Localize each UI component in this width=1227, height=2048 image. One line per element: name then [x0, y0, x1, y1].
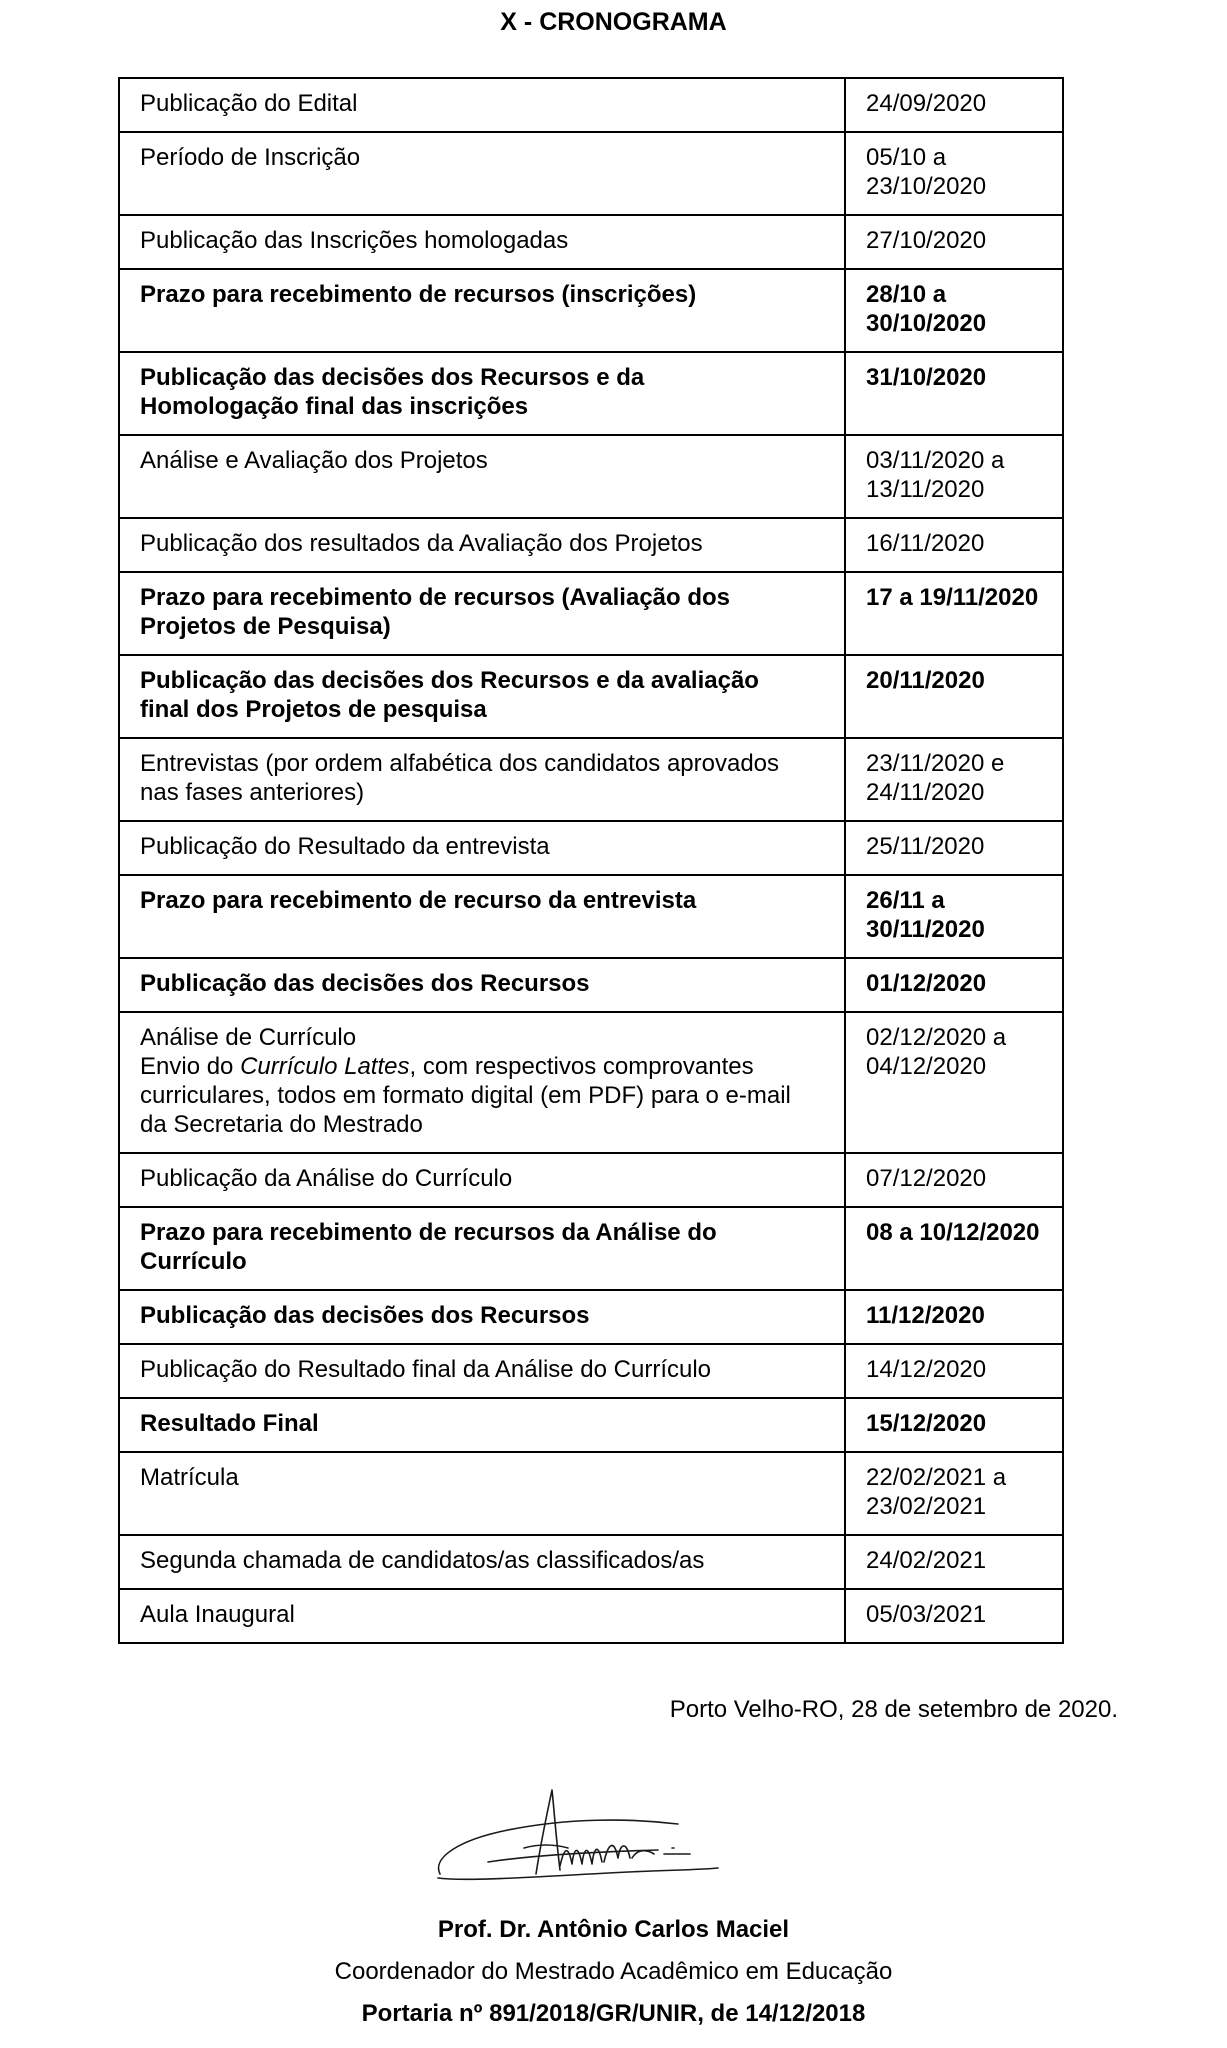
- event-cell: Aula Inaugural: [119, 1589, 845, 1643]
- schedule-row: [119, 821, 1063, 875]
- event-cell: Resultado Final: [119, 1398, 845, 1452]
- schedule-row: [119, 1589, 1063, 1643]
- schedule-row: [119, 738, 1063, 821]
- event-cell: Publicação dos resultados da Avaliação dos Projetos: [119, 518, 845, 572]
- schedule-row: [119, 1452, 1063, 1535]
- date-cell: 25/11/2020: [845, 821, 1063, 875]
- place-date: Porto Velho-RO, 28 de setembro de 2020.: [669, 1696, 1118, 1723]
- date-cell: 24/09/2020: [845, 78, 1063, 132]
- schedule-row: [119, 132, 1063, 215]
- date-cell: 16/11/2020: [845, 518, 1063, 572]
- event-cell: Publicação das decisões dos Recursos: [119, 1290, 845, 1344]
- date-cell: 24/02/2021: [845, 1535, 1063, 1589]
- schedule-row: [119, 352, 1063, 435]
- event-line: Análise de Currículo: [140, 1024, 357, 1051]
- date-cell: 26/11 a 30/11/2020: [845, 875, 1063, 958]
- event-cell: Publicação das decisões dos Recursos: [119, 958, 845, 1012]
- event-cell: Publicação da Análise do Currículo: [119, 1153, 845, 1207]
- event-text: , com respectivos comprovantes curriculares, todos em formato digital (em PDF) para o e-mail da Secretaria do Mestrado: [140, 1053, 791, 1138]
- schedule-row: [119, 1207, 1063, 1290]
- date-cell: 02/12/2020 a 04/12/2020: [845, 1012, 1063, 1153]
- date-cell: 27/10/2020: [845, 215, 1063, 269]
- date-cell: 17 a 19/11/2020: [845, 572, 1063, 655]
- date-cell: 05/10 a 23/10/2020: [845, 132, 1063, 215]
- schedule-table: [118, 77, 1064, 1644]
- event-cell: [119, 1012, 845, 1153]
- page-title: X - CRONOGRAMA: [500, 8, 727, 36]
- event-cell: Publicação das decisões dos Recursos e da Homologação final das inscrições: [119, 352, 845, 435]
- date-cell: 03/11/2020 a 13/11/2020: [845, 435, 1063, 518]
- date-cell: 31/10/2020: [845, 352, 1063, 435]
- schedule-row: [119, 215, 1063, 269]
- event-cell: Prazo para recebimento de recurso da entrevista: [119, 875, 845, 958]
- schedule-row: [119, 78, 1063, 132]
- schedule-row: [119, 1153, 1063, 1207]
- schedule-row: [119, 1290, 1063, 1344]
- schedule-row: [119, 435, 1063, 518]
- schedule-row: [119, 958, 1063, 1012]
- event-cell: Publicação do Resultado final da Análise do Currículo: [119, 1344, 845, 1398]
- date-cell: 15/12/2020: [845, 1398, 1063, 1452]
- date-cell: 07/12/2020: [845, 1153, 1063, 1207]
- date-cell: 05/03/2021: [845, 1589, 1063, 1643]
- date-cell: 01/12/2020: [845, 958, 1063, 1012]
- signatory-name: Prof. Dr. Antônio Carlos Maciel: [437, 1916, 790, 1943]
- schedule-row: [119, 518, 1063, 572]
- event-cell: Prazo para recebimento de recursos (Avaliação dos Projetos de Pesquisa): [119, 572, 845, 655]
- date-cell: 22/02/2021 a 23/02/2021: [845, 1452, 1063, 1535]
- event-cell: Publicação das Inscrições homologadas: [119, 215, 845, 269]
- date-cell: 20/11/2020: [845, 655, 1063, 738]
- event-cell: Publicação das decisões dos Recursos e da avaliação final dos Projetos de pesquisa: [119, 655, 845, 738]
- date-cell: 28/10 a 30/10/2020: [845, 269, 1063, 352]
- schedule-row: [119, 1344, 1063, 1398]
- event-cell: Prazo para recebimento de recursos da Análise do Currículo: [119, 1207, 845, 1290]
- schedule-row: [119, 1012, 1063, 1153]
- date-cell: 23/11/2020 e 24/11/2020: [845, 738, 1063, 821]
- signatory-role: Coordenador do Mestrado Acadêmico em Educação: [334, 1958, 893, 1985]
- signatory-portaria: Portaria nº 891/2018/GR/UNIR, de 14/12/2018: [361, 2000, 866, 2027]
- event-cell: Matrícula: [119, 1452, 845, 1535]
- schedule-row: [119, 1398, 1063, 1452]
- schedule-row: [119, 875, 1063, 958]
- event-cell: Publicação do Edital: [119, 78, 845, 132]
- signature-image: [428, 1778, 758, 1896]
- date-cell: 08 a 10/12/2020: [845, 1207, 1063, 1290]
- schedule-row: [119, 1535, 1063, 1589]
- event-cell: Segunda chamada de candidatos/as classificados/as: [119, 1535, 845, 1589]
- event-cell: Prazo para recebimento de recursos (inscrições): [119, 269, 845, 352]
- schedule-row: [119, 572, 1063, 655]
- event-cell: Publicação do Resultado da entrevista: [119, 821, 845, 875]
- event-cell: Análise e Avaliação dos Projetos: [119, 435, 845, 518]
- event-text: Envio do: [140, 1053, 241, 1080]
- event-italic-text: Currículo Lattes: [240, 1053, 410, 1080]
- event-cell: Período de Inscrição: [119, 132, 845, 215]
- date-cell: 11/12/2020: [845, 1290, 1063, 1344]
- schedule-row: [119, 269, 1063, 352]
- schedule-row: [119, 655, 1063, 738]
- date-cell: 14/12/2020: [845, 1344, 1063, 1398]
- event-cell: Entrevistas (por ordem alfabética dos candidatos aprovados nas fases anteriores): [119, 738, 845, 821]
